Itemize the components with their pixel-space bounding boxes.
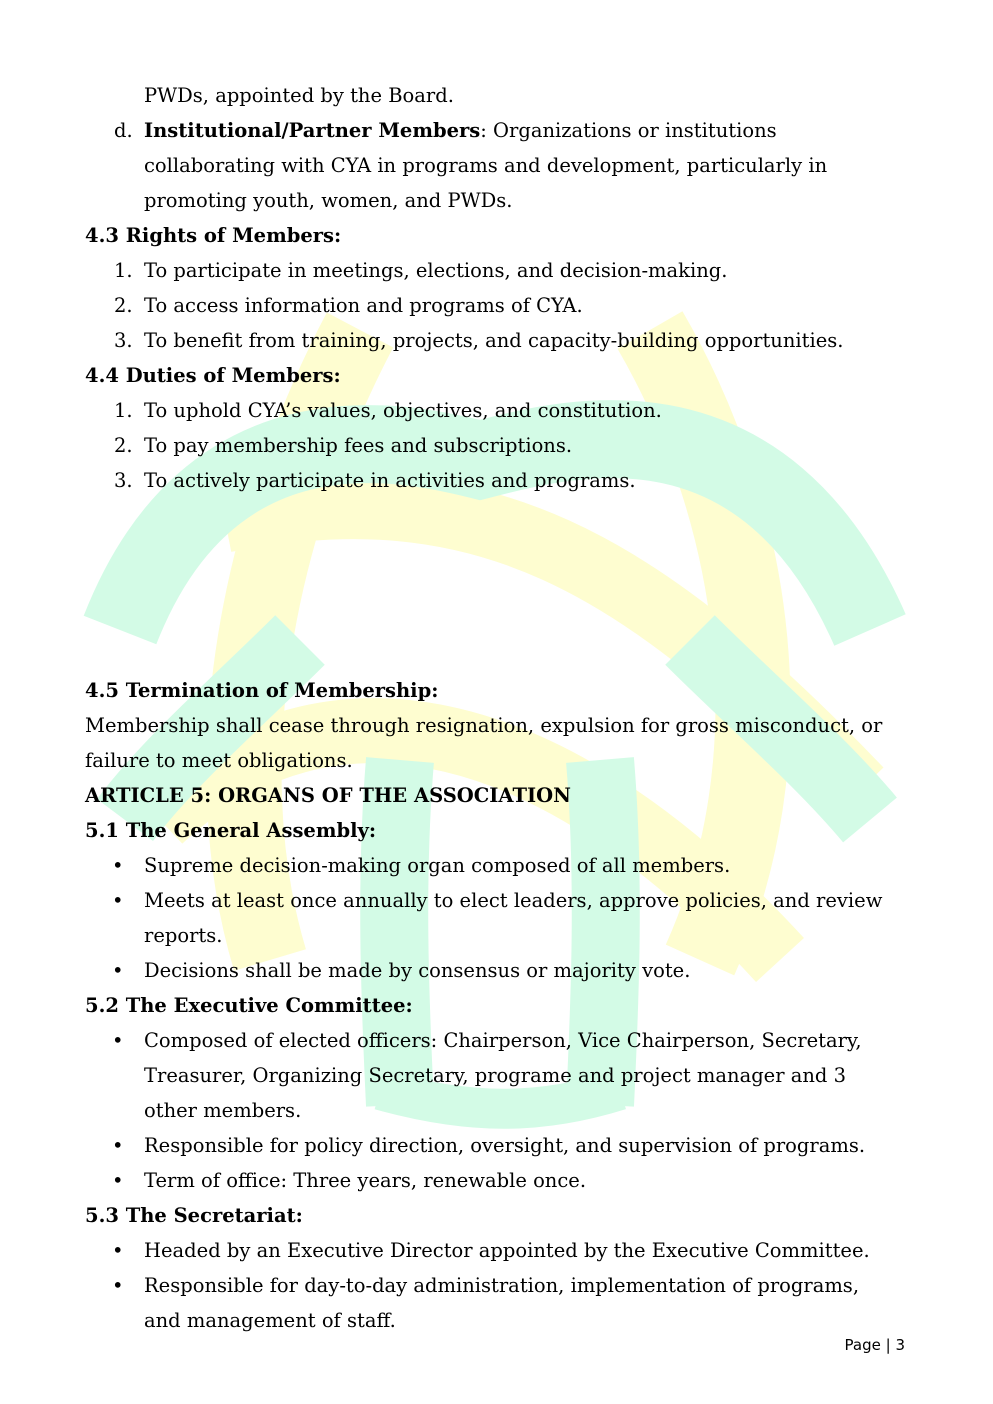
item-text: To pay membership fees and subscriptions. (144, 434, 573, 457)
item-text: To uphold CYA’s values, objectives, and constitution. (144, 399, 662, 422)
bullet-item (85, 1268, 910, 1338)
item-text: reports. (144, 924, 223, 947)
list-marker: 2. (114, 294, 133, 317)
paragraph-line: failure to meet obligations. (85, 749, 353, 772)
list-item (85, 463, 910, 498)
list-item (85, 323, 910, 358)
article-heading-5: ARTICLE 5: ORGANS OF THE ASSOCIATION (85, 784, 571, 807)
list-marker: 2. (114, 434, 133, 457)
section-heading-4-3: 4.3 Rights of Members: (85, 224, 342, 247)
bullet-marker: • (112, 1029, 124, 1052)
item-text: : Organizations or institutions (480, 119, 777, 142)
item-text: Treasurer, Organizing Secretary, programe and project manager and 3 (144, 1064, 847, 1087)
bullet-marker: • (112, 1274, 124, 1297)
bullet-item (85, 1128, 910, 1163)
item-text: To benefit from training, projects, and capacity-building opportunities. (144, 329, 844, 352)
item-text: Responsible for day-to-day administration, implementation of programs, (144, 1274, 860, 1297)
item-text: Term of office: Three years, renewable once. (144, 1169, 587, 1192)
item-text: Composed of elected officers: Chairperson, Vice Chairperson, Secretary, (144, 1029, 862, 1052)
item-title: Institutional/Partner Members (144, 119, 481, 142)
item-text: To actively participate in activities and programs. (144, 469, 636, 492)
list-item (85, 253, 910, 288)
list-marker: 3. (114, 469, 133, 492)
item-text: Decisions shall be made by consensus or majority vote. (144, 959, 691, 982)
bullet-item (85, 848, 910, 883)
list-marker: 1. (114, 259, 133, 282)
paragraph-continuation: PWDs, appointed by the Board. (144, 84, 454, 107)
paragraph-line: Membership shall cease through resignation, expulsion for gross misconduct, or (85, 714, 883, 737)
bullet-marker: • (112, 1239, 124, 1262)
section-heading-5-2: 5.2 The Executive Committee: (85, 994, 413, 1017)
bullet-item (85, 1233, 910, 1268)
list-item-d (85, 113, 910, 218)
list-marker: d. (114, 119, 133, 142)
list-item (85, 428, 910, 463)
list-marker: 3. (114, 329, 133, 352)
blank-space (85, 498, 910, 673)
item-text: Meets at least once annually to elect leaders, approve policies, and review (144, 889, 883, 912)
item-text: To access information and programs of CYA. (144, 294, 583, 317)
item-text: promoting youth, women, and PWDs. (144, 189, 513, 212)
item-text: other members. (144, 1099, 302, 1122)
item-text: Headed by an Executive Director appointed by the Executive Committee. (144, 1239, 870, 1262)
bullet-item (85, 1163, 910, 1198)
item-text: collaborating with CYA in programs and development, particularly in (144, 154, 828, 177)
bullet-marker: • (112, 1169, 124, 1192)
list-item (85, 288, 910, 323)
document-body (85, 78, 910, 1338)
bullet-marker: • (112, 1134, 124, 1157)
bullet-marker: • (112, 854, 124, 877)
bullet-marker: • (112, 889, 124, 912)
section-heading-4-4: 4.4 Duties of Members: (85, 364, 341, 387)
section-heading-5-1: 5.1 The General Assembly: (85, 819, 377, 842)
bullet-marker: • (112, 959, 124, 982)
item-text: Responsible for policy direction, oversight, and supervision of programs. (144, 1134, 866, 1157)
section-heading-5-3: 5.3 The Secretariat: (85, 1204, 303, 1227)
list-item (85, 393, 910, 428)
section-heading-4-5: 4.5 Termination of Membership: (85, 679, 439, 702)
item-text: Supreme decision-making organ composed of all members. (144, 854, 731, 877)
bullet-item (85, 1023, 910, 1128)
bullet-item (85, 883, 910, 953)
item-text: To participate in meetings, elections, and decision-making. (144, 259, 728, 282)
bullet-item (85, 953, 910, 988)
list-marker: 1. (114, 399, 133, 422)
page-number: Page | 3 (844, 1336, 905, 1354)
item-text: and management of staff. (144, 1309, 396, 1332)
